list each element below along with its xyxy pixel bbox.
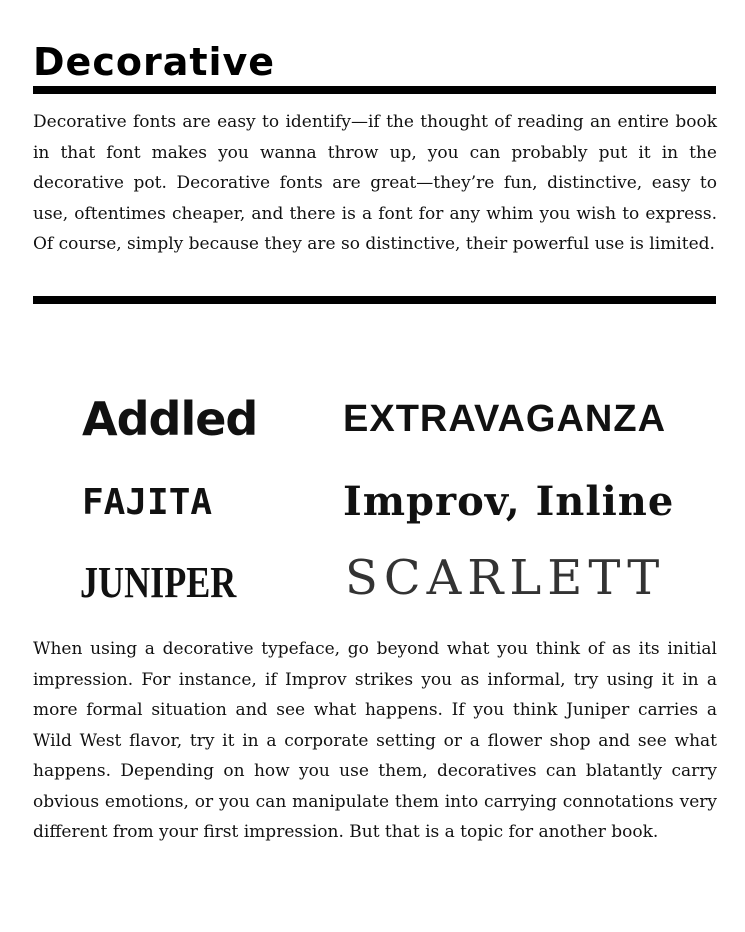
font-sample-scarlett: SCARLETT bbox=[345, 550, 666, 606]
intro-paragraph: Decorative fonts are easy to identify—if the thought of reading an entire book in that font makes you wanna throw up, you can probably put it in the decorative pot. Decorative fonts are great—they’re fun, distinctive, easy to use, oftentimes cheaper, and there is a font for any whim you wish to express. Of course, simply because they are so distinctive, their powerful use is limited. bbox=[33, 112, 717, 254]
font-sample-addled: Addled bbox=[82, 392, 258, 446]
font-sample-extravaganza: EXTRAVAGANZA bbox=[343, 398, 667, 440]
outro-paragraph: When using a decorative typeface, go beyond what you think of as its initial impression. For instance, if Improv strikes you as informal, try using it in a more formal situation and see what happens. If you think Juniper carries a Wild West flavor, try it in a corporate setting or a flower shop and see what happens. Depending on how you use them, decoratives can blatantly carry obvious emotions, or you can manipulate them into carrying connotations very different from your first impression. But that is a topic for another book. bbox=[33, 639, 717, 842]
section-divider bbox=[33, 296, 716, 304]
font-sample-fajita: FAJITA bbox=[82, 482, 213, 523]
font-sample-juniper: JUNIPER bbox=[80, 558, 237, 607]
heading-rule bbox=[33, 86, 716, 94]
font-sample-improv-inline: Improv, Inline bbox=[343, 478, 675, 525]
section-heading: Decorative bbox=[33, 40, 276, 84]
